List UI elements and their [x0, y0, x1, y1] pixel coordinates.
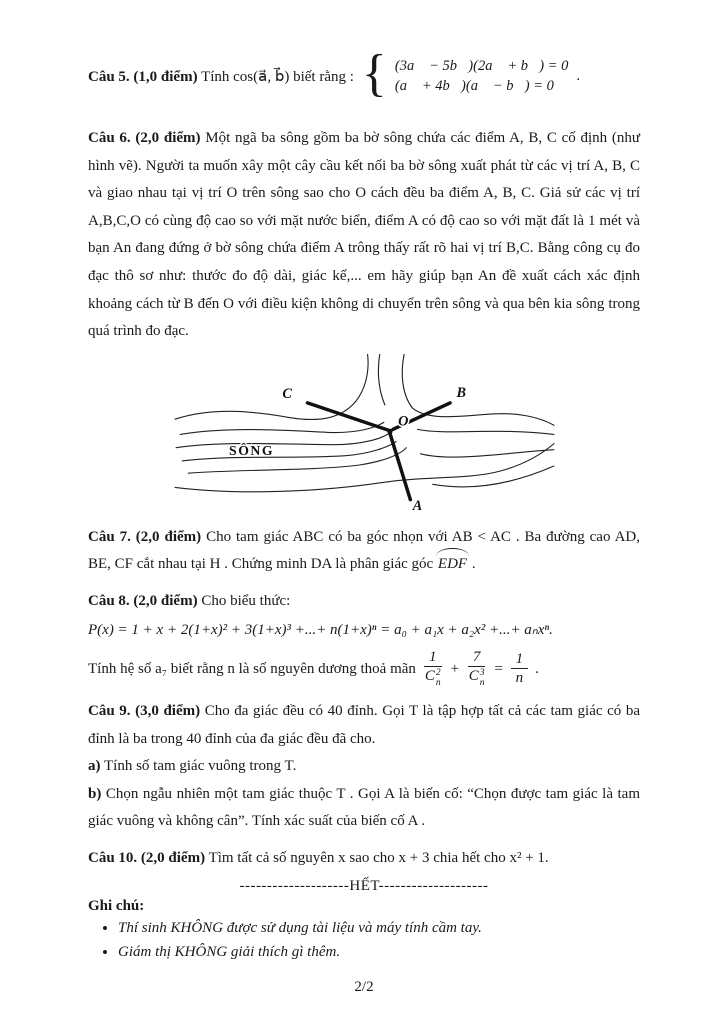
- binom-scripts: [480, 669, 485, 689]
- fraction-3-denominator: n: [515, 670, 524, 687]
- question-9: [88, 698, 640, 836]
- question-9-paragraph: [88, 698, 640, 753]
- binom-scripts: [436, 669, 441, 689]
- question-6-paragraph: [88, 125, 640, 346]
- fraction-3-numerator: 1: [511, 651, 529, 669]
- sentence-period: .: [535, 660, 539, 677]
- river-diagram-svg: [173, 354, 555, 520]
- question-7-body-end: .: [468, 556, 476, 573]
- question-8-intro-line: [88, 588, 640, 616]
- point-label-c: C: [282, 385, 292, 402]
- note-item: • Thí sinh KHÔNG được sử dụng tài liệu và máy tính cầm tay.: [118, 916, 640, 940]
- equation-1: (3a⃗ − 5b⃗)(2a⃗ + b⃗) = 0: [394, 57, 569, 74]
- fraction-1-denominator: [423, 667, 443, 689]
- notes-list: [118, 916, 640, 964]
- item-a-label: a): [88, 758, 101, 775]
- bridge-o-a: [390, 433, 410, 499]
- fraction-1: [423, 649, 443, 689]
- point-label-o: O: [398, 413, 409, 430]
- question-7-header: Câu 7. (2,0 điểm): [88, 528, 202, 545]
- question-8: [88, 588, 640, 690]
- question-8-condition-text: Tính hệ số a₇ biết rằng n là số nguyên dương thoả mãn: [88, 660, 416, 677]
- question-7: [88, 524, 640, 579]
- question-6-header: Câu 6. (2,0 điểm): [88, 130, 201, 146]
- binom-symbol: C: [424, 667, 435, 684]
- question-5: [88, 40, 640, 112]
- equals-sign: =: [493, 660, 504, 677]
- fraction-3: [511, 651, 529, 687]
- notes-title: Ghi chú:: [88, 897, 145, 914]
- system-brace: {: [361, 44, 387, 102]
- binom-symbol: C: [468, 667, 479, 684]
- question-5-header: Câu 5. (1,0 điểm): [88, 68, 198, 85]
- bridge-c-o: [307, 403, 388, 430]
- question-9-header: Câu 9. (3,0 điểm): [88, 703, 201, 720]
- question-10-paragraph: [88, 845, 640, 873]
- item-b-text: Chọn ngẫu nhiên một tam giác thuộc T . Gọi A là biến cố: “Chọn được tam giác là tam giác vuông và không cân”. Tính xác suất của biến cố A .: [88, 785, 641, 830]
- river-diagram: [173, 354, 555, 520]
- question-5-prompt: Tính cos(a⃗, b⃗) biết rằng :: [201, 68, 354, 85]
- sentence-period: .: [576, 67, 581, 84]
- fraction-2-denominator: [467, 667, 487, 689]
- equation-system: [395, 58, 569, 95]
- question-5-text: [88, 67, 354, 86]
- fraction-1-numerator: 1: [424, 649, 442, 667]
- question-9-item-a: [88, 753, 640, 781]
- fraction-2-numerator: 7: [468, 649, 486, 667]
- notes-block: [88, 898, 640, 964]
- binom-superscript: 2: [435, 667, 441, 678]
- point-label-b: B: [456, 384, 467, 401]
- question-8-formula: P(x) = 1 + x + 2(1+x)² + 3(1+x)³ +...+ n(1+x)ⁿ = a₀ + a₁x + a₂x² +...+ aₙxⁿ.: [88, 621, 553, 638]
- question-8-intro: Cho biểu thức:: [201, 592, 291, 609]
- question-10-body: Tìm tất cả số nguyên x sao cho x + 3 chia hết cho x² + 1.: [208, 850, 549, 866]
- river-label: SÔNG: [229, 442, 275, 458]
- point-label-a: A: [412, 497, 423, 514]
- equation-2: (a⃗ + 4b⃗)(a⃗ − b⃗) = 0: [394, 77, 554, 94]
- question-7-paragraph: [88, 524, 640, 579]
- fraction-2: [467, 649, 487, 689]
- item-a-text: Tính số tam giác vuông trong T.: [103, 758, 297, 775]
- question-8-condition-line: [88, 648, 640, 690]
- question-9-item-b: [88, 781, 640, 836]
- question-10-header: Câu 10. (2,0 điểm): [88, 850, 206, 866]
- angle-edf: EDF: [437, 551, 468, 579]
- binom-subscript: n: [435, 677, 441, 688]
- question-8-header: Câu 8. (2,0 điểm): [88, 592, 198, 609]
- question-10: [88, 845, 640, 873]
- question-5-row: [88, 40, 640, 112]
- note-item: • Giám thị KHÔNG giải thích gì thêm.: [118, 940, 640, 964]
- question-7-body: Cho tam giác ABC có ba góc nhọn với AB < AC . Ba đường cao AD, BE, CF cắt nhau tại H . Chứng minh DA là phân giác góc: [88, 528, 640, 573]
- page-number: 2/2: [354, 978, 374, 995]
- plus-sign: +: [449, 660, 460, 677]
- question-6-body: Một ngã ba sông gồm ba bờ sông chứa các điểm A, B, C cố định (như hình vẽ). Người ta muốn xây một cây cầu kết nối ba bờ sông xuất phát từ các vị trí A, B, C và giao nhau tại vị trí O trên sông sao cho O cách đều ba điểm A, B, C. Giả sử các vị trí A,B,C,O có cùng độ cao so với mặt nước biển, điểm A có độ cao so với mặt đất là 1 mét và bạn An đang đứng ở bờ sông chứa điểm A trông thấy rất rõ hai vị trí B,C. Bằng công cụ đo đạc thô sơ như: thước đo độ dài, giác kế,... em hãy giúp bạn An đề xuất cách xác định khoảng cách từ B đến O với điều kiện không di chuyển trên sông và qua bên kia sông trong quá trình đo đạc.: [88, 130, 641, 340]
- question-6: [88, 125, 640, 346]
- binom-subscript: n: [479, 677, 485, 688]
- end-separator: --------------------HẾT--------------------: [239, 877, 489, 894]
- binom-superscript: 3: [479, 667, 485, 678]
- question-9-body: Cho đa giác đều có 40 đỉnh. Gọi T là tập hợp tất cả các tam giác có ba đỉnh là ba trong 40 đỉnh của đa giác đều đã cho.: [88, 703, 641, 747]
- item-b-label: b): [88, 785, 102, 802]
- junction-point: [387, 429, 392, 434]
